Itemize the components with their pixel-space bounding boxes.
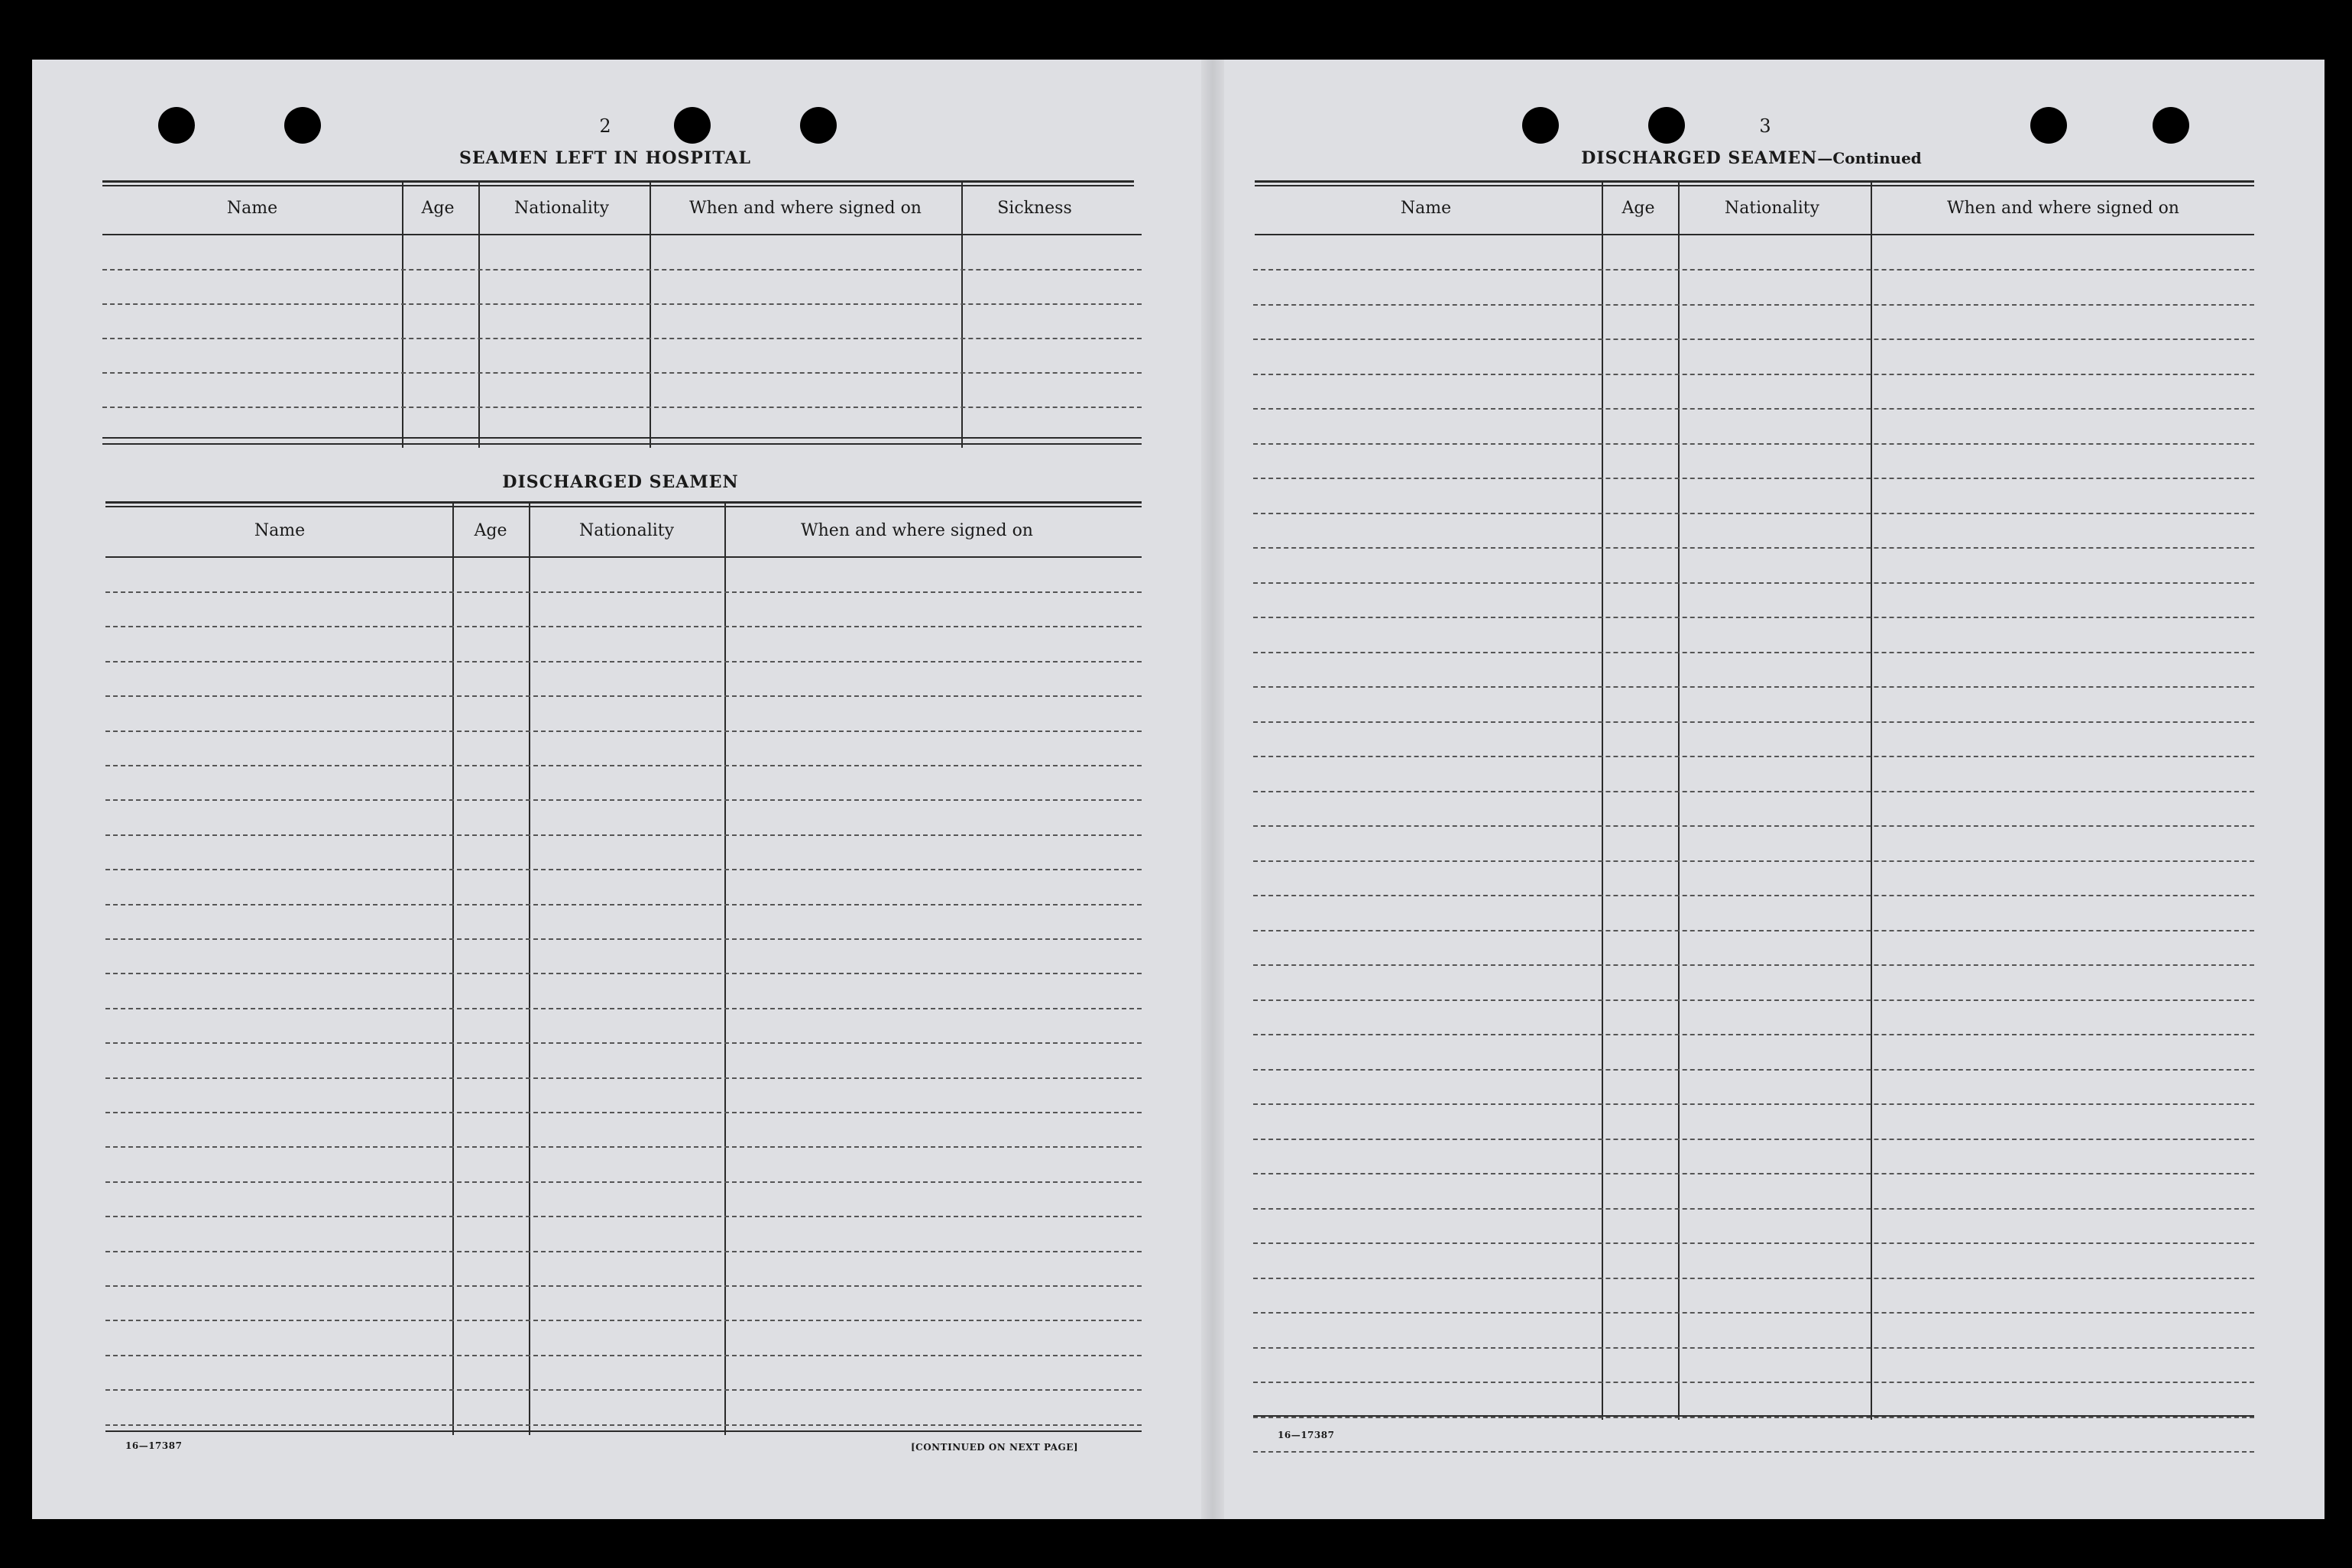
table-row-line [1253, 721, 2254, 723]
table-row-line [1253, 1451, 2254, 1453]
table-row-line [105, 1355, 1142, 1356]
table-row-line [1253, 478, 2254, 479]
table-row-line [105, 1320, 1142, 1321]
table-row-line [105, 1285, 1142, 1287]
table-row-line [1253, 791, 2254, 792]
table-row-line [102, 338, 1142, 339]
punch-hole [2153, 107, 2189, 144]
document-sheet [32, 60, 2324, 1519]
table-row-line [1253, 513, 2254, 514]
table-row-line [105, 834, 1142, 836]
column-header-name: Name [1400, 199, 1452, 218]
form-number: 16—17387 [1278, 1430, 1335, 1440]
table-row-line [1253, 339, 2254, 340]
table-row-line [1253, 930, 2254, 931]
punch-hole [800, 107, 837, 144]
table-row-line [1253, 964, 2254, 966]
table-row-line [105, 695, 1142, 697]
table-row-line [105, 731, 1142, 732]
column-header-name: Name [226, 199, 278, 218]
page-fold [1201, 60, 1224, 1519]
punch-hole [674, 107, 711, 144]
discharged-continued-title [1581, 150, 1922, 167]
column-header-name: Name [254, 521, 306, 540]
hospital-section-title: SEAMEN LEFT IN HOSPITAL [459, 148, 751, 168]
table-row-line [105, 1216, 1142, 1217]
table-row-line [1253, 825, 2254, 827]
table-row-line [102, 269, 1142, 271]
column-header-signed-on: When and where signed on [689, 199, 922, 218]
table-row-line [105, 799, 1142, 801]
table-row-line [105, 1181, 1142, 1183]
table-row-line [105, 765, 1142, 766]
table-top-rule [102, 180, 1134, 183]
table-bottom-rule [105, 1430, 1142, 1432]
table-row-line [1253, 1382, 2254, 1383]
title-main: DISCHARGED SEAMEN [1581, 148, 1818, 168]
continued-note: [CONTINUED ON NEXT PAGE] [911, 1442, 1079, 1453]
table-row-line [105, 1424, 1142, 1426]
table-row-line [1253, 1034, 2254, 1035]
table-row-line [1253, 860, 2254, 862]
discharged-section-title: DISCHARGED SEAMEN [502, 472, 739, 492]
table-row-line [1253, 1208, 2254, 1210]
column-header-age: Age [474, 521, 507, 540]
column-header-age: Age [1621, 199, 1655, 218]
column-header-nationality: Nationality [513, 199, 610, 218]
page-number: 2 [599, 115, 611, 137]
table-top-rule [1255, 185, 2254, 186]
punch-hole [1648, 107, 1685, 144]
table-row-line [1253, 408, 2254, 410]
column-divider [1678, 182, 1680, 1420]
header-bottom-rule [102, 234, 1142, 235]
table-row-line [105, 626, 1142, 627]
table-row-line [1253, 374, 2254, 375]
table-row-line [1253, 756, 2254, 757]
table-bottom-rule [102, 443, 1142, 445]
header-bottom-rule [105, 556, 1142, 558]
table-row-line [1253, 895, 2254, 896]
punch-hole [284, 107, 321, 144]
table-row-line [105, 973, 1142, 974]
table-row-line [1253, 686, 2254, 688]
punch-hole [2030, 107, 2067, 144]
table-row-line [105, 661, 1142, 663]
table-row-line [1253, 999, 2254, 1001]
table-row-line [1253, 652, 2254, 653]
column-header-nationality: Nationality [578, 521, 675, 540]
column-divider [452, 503, 454, 1435]
table-row-line [105, 1146, 1142, 1148]
column-header-signed-on: When and where signed on [801, 521, 1033, 540]
table-row-line [105, 1389, 1142, 1391]
column-header-nationality: Nationality [1724, 199, 1820, 218]
table-row-line [105, 1251, 1142, 1252]
table-row-line [1253, 582, 2254, 584]
punch-hole [1522, 107, 1559, 144]
table-row-line [1253, 269, 2254, 271]
table-row-line [105, 1008, 1142, 1009]
table-row-line [1253, 1242, 2254, 1244]
table-row-line [105, 1112, 1142, 1113]
table-top-rule [1255, 180, 2254, 183]
table-row-line [102, 303, 1142, 305]
table-row-line [1253, 1278, 2254, 1279]
table-row-line [1253, 1312, 2254, 1314]
table-row-line [102, 407, 1142, 408]
table-row-line [1253, 443, 2254, 445]
title-suffix: —Continued [1817, 149, 1922, 167]
table-row-line [105, 938, 1142, 940]
table-row-line [1253, 617, 2254, 618]
punch-hole [158, 107, 195, 144]
table-row-line [1253, 1139, 2254, 1140]
table-row-line [1253, 547, 2254, 549]
table-bottom-rule [1253, 1415, 2254, 1417]
column-header-signed-on: When and where signed on [1947, 199, 2179, 218]
table-top-rule [105, 506, 1142, 507]
table-row-line [105, 904, 1142, 905]
page-number: 3 [1759, 115, 1771, 137]
table-row-line [105, 1077, 1142, 1079]
table-row-line [1253, 1347, 2254, 1349]
table-row-line [1253, 1069, 2254, 1071]
column-header-age: Age [421, 199, 455, 218]
table-row-line [105, 1042, 1142, 1044]
table-top-rule [102, 185, 1134, 186]
table-row-line [1253, 1103, 2254, 1105]
table-row-line [105, 869, 1142, 870]
column-divider [724, 503, 726, 1435]
form-number: 16—17387 [125, 1440, 183, 1451]
table-bottom-rule [102, 437, 1142, 439]
table-row-line [105, 591, 1142, 593]
table-row-line [102, 372, 1142, 374]
column-divider [1871, 182, 1872, 1420]
table-top-rule [105, 501, 1142, 504]
column-divider [1602, 182, 1603, 1420]
column-header-sickness: Sickness [997, 199, 1072, 218]
table-row-line [1253, 304, 2254, 306]
table-row-line [1253, 1173, 2254, 1174]
column-divider [529, 503, 530, 1435]
header-bottom-rule [1255, 234, 2254, 235]
